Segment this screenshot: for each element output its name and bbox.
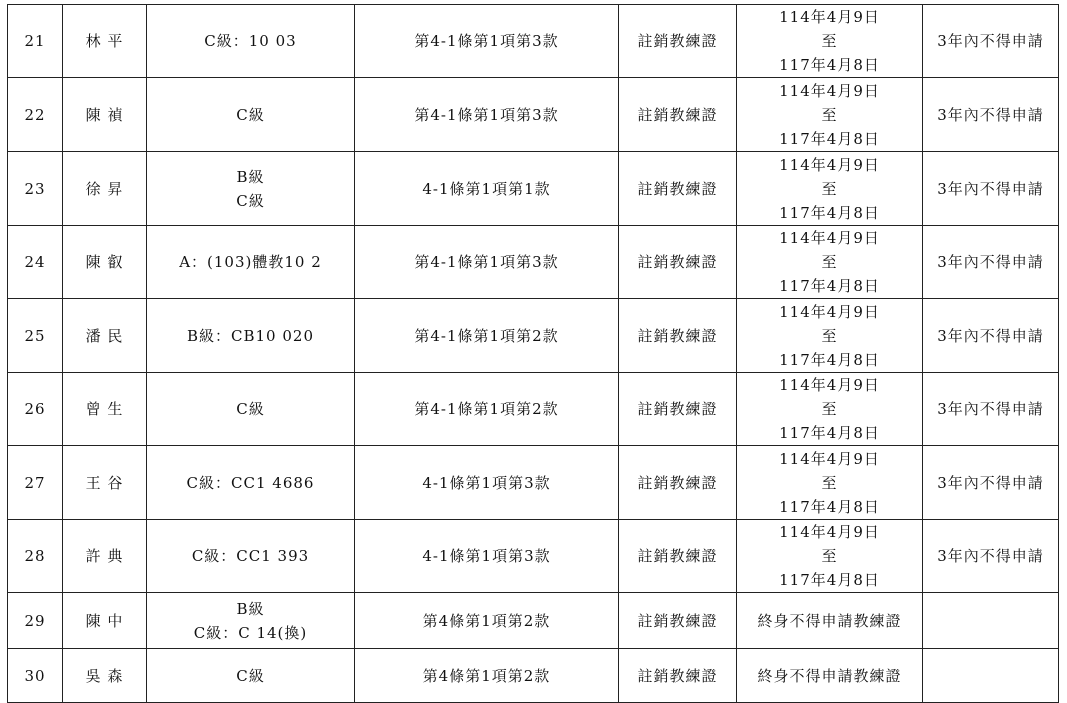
row-number-cell: 29 [8,593,63,649]
action-cell: 註銷教練證 [619,152,737,226]
period-line: 117年4月8日 [779,56,880,74]
period-cell [737,446,923,520]
article-cell: 第4條第1項第2款 [355,593,619,649]
action-cell: 註銷教練證 [619,5,737,78]
period-line: 117年4月8日 [779,424,880,442]
period-line: 117年4月8日 [779,277,880,295]
period-cell [737,373,923,446]
row-number-cell: 28 [8,520,63,593]
table-row [8,226,1059,299]
table-row [8,152,1059,226]
article-cell: 4-1條第1項第3款 [355,520,619,593]
name-cell: 陳 禎 [63,78,147,152]
period-line: 117年4月8日 [779,350,880,369]
certificate-cell [147,152,355,226]
penalty-cell: 3年內不得申請 [923,520,1059,593]
period-line: 117年4月8日 [779,203,880,222]
period-line: 114年4月9日 [779,449,880,468]
action-cell: 註銷教練證 [619,520,737,593]
row-number-cell: 24 [8,226,63,299]
row-number-cell: 23 [8,152,63,226]
penalty-cell: 3年內不得申請 [923,78,1059,152]
period-line: 114年4月9日 [779,376,880,394]
name-cell: 王 谷 [63,446,147,520]
certificate-cell [147,5,355,78]
certificate-cell [147,520,355,593]
action-cell: 註銷教練證 [619,373,737,446]
period-line: 114年4月9日 [779,155,880,174]
period-line: 114年4月9日 [779,81,880,100]
article-cell: 第4條第1項第2款 [355,649,619,703]
certificate-line: A：(103)體教10 2 [179,253,322,271]
period-cell: 終身不得申請教練證 [737,593,923,649]
certificate-line: C級：CC1 393 [191,547,310,565]
period-line: 至 [821,547,838,565]
penalty-cell: 3年內不得申請 [923,373,1059,446]
certificate-line: C級：C 14(換) [193,623,308,642]
sanctions-table [7,4,1059,703]
table-row [8,5,1059,78]
article-cell: 第4-1條第1項第2款 [355,299,619,373]
action-cell: 註銷教練證 [619,446,737,520]
certificate-line: B級 [236,167,265,186]
row-number-cell: 30 [8,649,63,703]
certificate-line: C級 [236,400,265,418]
article-cell: 第4-1條第1項第2款 [355,373,619,446]
action-cell: 註銷教練證 [619,593,737,649]
table-row [8,593,1059,649]
period-line: 114年4月9日 [779,229,880,247]
period-line: 114年4月9日 [779,8,880,26]
period-line: 114年4月9日 [779,302,880,321]
period-cell [737,226,923,299]
certificate-cell [147,446,355,520]
period-line: 至 [821,473,838,492]
name-cell: 許 典 [63,520,147,593]
period-line: 至 [821,400,838,418]
period-line: 117年4月8日 [779,571,880,589]
certificate-cell [147,373,355,446]
period-line: 至 [821,253,838,271]
action-cell: 註銷教練證 [619,226,737,299]
name-cell: 曾 生 [63,373,147,446]
article-cell: 第4-1條第1項第3款 [355,5,619,78]
name-cell: 林 平 [63,5,147,78]
table-row [8,78,1059,152]
action-cell: 註銷教練證 [619,299,737,373]
table-row [8,649,1059,703]
penalty-cell: 3年內不得申請 [923,446,1059,520]
row-number-cell: 21 [8,5,63,78]
action-cell: 註銷教練證 [619,78,737,152]
article-cell: 4-1條第1項第1款 [355,152,619,226]
article-cell: 第4-1條第1項第3款 [355,78,619,152]
certificate-cell [147,299,355,373]
penalty-cell: 3年內不得申請 [923,152,1059,226]
certificate-cell [147,226,355,299]
period-line: 117年4月8日 [779,129,880,148]
row-number-cell: 27 [8,446,63,520]
action-cell: 註銷教練證 [619,649,737,703]
period-line: 114年4月9日 [779,523,880,541]
table-row [8,446,1059,520]
certificate-line: B級 [236,599,265,618]
certificate-line: C級 [236,666,265,685]
penalty-cell: 3年內不得申請 [923,226,1059,299]
certificate-cell [147,649,355,703]
table-row [8,299,1059,373]
period-cell [737,152,923,226]
period-line: 至 [821,179,838,198]
name-cell: 陳 中 [63,593,147,649]
period-cell [737,520,923,593]
period-line: 至 [821,32,838,50]
certificate-line: C級：CC1 4686 [186,473,315,492]
period-cell [737,299,923,373]
period-line: 117年4月8日 [779,497,880,516]
certificate-cell [147,593,355,649]
article-cell: 第4-1條第1項第3款 [355,226,619,299]
penalty-cell: 3年內不得申請 [923,299,1059,373]
name-cell: 陳 叡 [63,226,147,299]
period-line: 至 [821,105,838,124]
penalty-cell [923,593,1059,649]
row-number-cell: 26 [8,373,63,446]
row-number-cell: 25 [8,299,63,373]
period-line: 至 [821,326,838,345]
certificate-line: B級：CB10 020 [186,326,314,345]
name-cell: 潘 民 [63,299,147,373]
penalty-cell: 3年內不得申請 [923,5,1059,78]
period-cell [737,5,923,78]
name-cell: 吳 森 [63,649,147,703]
row-number-cell: 22 [8,78,63,152]
certificate-line: C級 [236,105,265,124]
name-cell: 徐 昇 [63,152,147,226]
table-row [8,373,1059,446]
period-cell [737,78,923,152]
penalty-cell [923,649,1059,703]
certificate-line: C級 [236,191,265,210]
certificate-line: C級：10 03 [204,32,297,50]
period-cell: 終身不得申請教練證 [737,649,923,703]
certificate-cell [147,78,355,152]
article-cell: 4-1條第1項第3款 [355,446,619,520]
table-row [8,520,1059,593]
table-body [8,5,1059,703]
